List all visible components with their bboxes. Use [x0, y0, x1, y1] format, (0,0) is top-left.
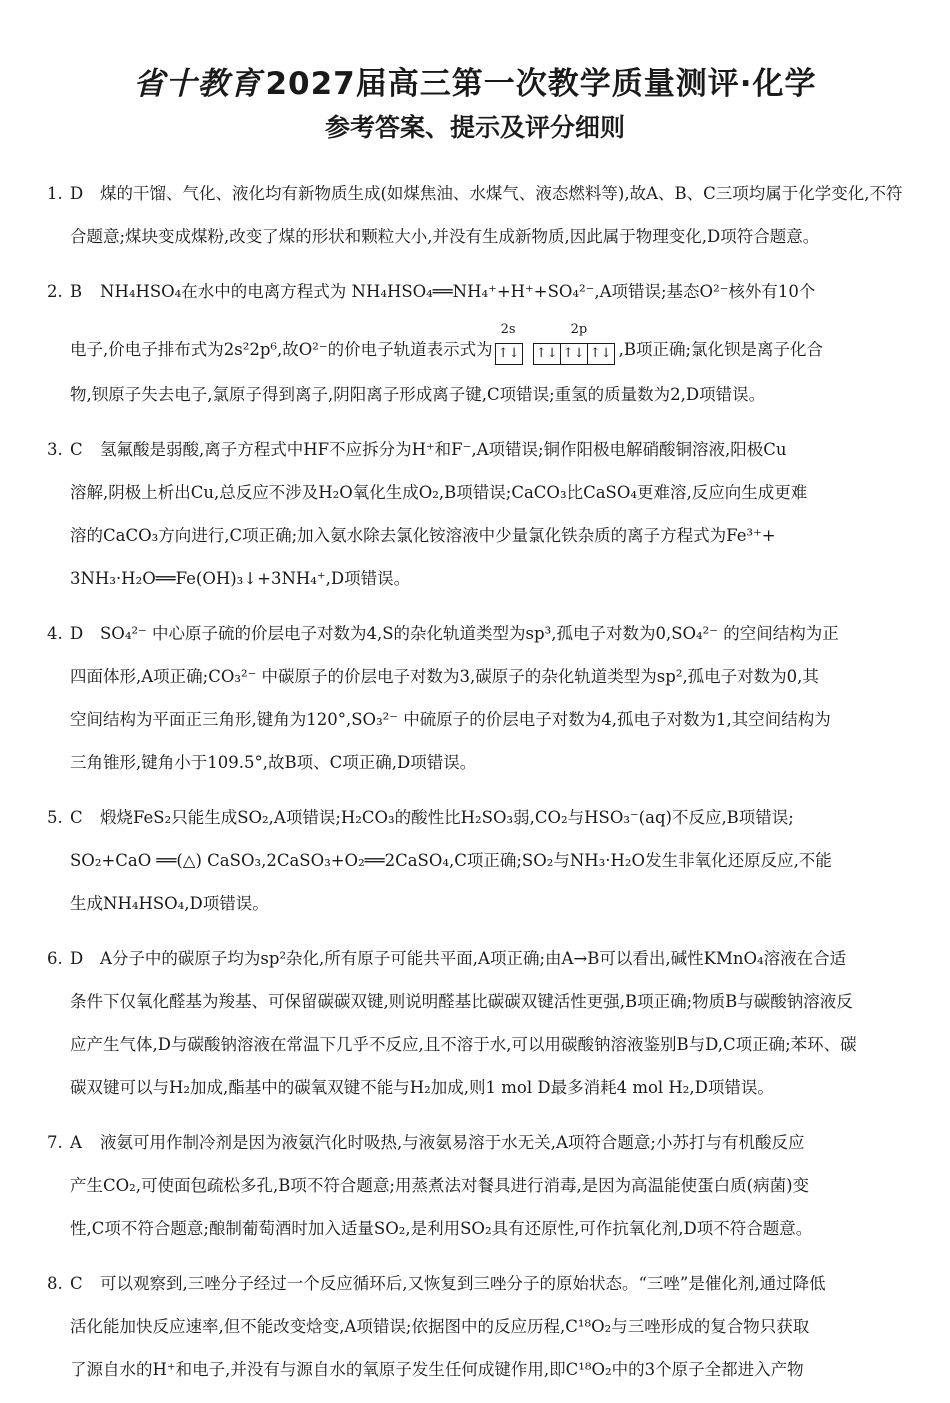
- item-number: 6.: [47, 949, 63, 968]
- item-text: 煅烧FeS₂只能生成SO₂,A项错误;H₂CO₃的酸性比H₂SO₃弱,CO₂与HSO₃⁻(aq)不反应,B项错误;: [100, 808, 794, 827]
- item-text: 煤的干馏、气化、液化均有新物质生成(如煤焦油、水煤气、液态燃料等),故A、B、C三项均属于化学变化,不符: [100, 184, 903, 203]
- item-text: 氢氟酸是弱酸,离子方程式中HF不应拆分为H⁺和F⁻,A项错误;铜作阳极电解硝酸铜溶液,阳极Cu: [100, 440, 787, 459]
- item-line: 物,钡原子失去电子,氯原子得到离子,阴阳离子形成离子键,C项错误;重氢的质量数为2,D项错误。: [70, 385, 766, 404]
- item-line: 应产生气体,D与碳酸钠溶液在常温下几乎不反应,且不溶于水,可以用碳酸钠溶液鉴别B与D,C项正确;苯环、碳: [70, 1035, 857, 1054]
- orbital-label-2p: 2p: [570, 321, 588, 337]
- title-text: 2027届高三第一次教学质量测评·化学: [265, 66, 817, 102]
- item-line: [0, 428, 950, 471]
- item-line: [0, 1262, 950, 1305]
- item-line: 条件下仅氧化醛基为羧基、可保留碳碳双键,则说明醛基比碳碳双键活性更强,B项正确;物质B与碳酸钠溶液反: [70, 992, 853, 1011]
- orbital-diagram: [495, 321, 617, 365]
- item-line: SO₂+CaO ══(△) CaSO₃,2CaSO₃+O₂══2CaSO₄,C项正确;SO₂与NH₃·H₂O发生非氧化还原反应,不能: [70, 851, 832, 870]
- item-answer: D: [70, 624, 84, 643]
- item-line: 产生CO₂,可使面包疏松多孔,B项不符合题意;用蒸煮法对餐具进行消毒,是因为高温能使蛋白质(病菌)变: [70, 1176, 810, 1195]
- item-line: 合题意;煤块变成煤粉,改变了煤的形状和颗粒大小,并没有生成新物质,因此属于物理变化,D项符合题意。: [70, 227, 820, 246]
- answer-item-4: [0, 612, 950, 784]
- item-line: 3NH₃·H₂O══Fe(OH)₃↓+3NH₄⁺,D项错误。: [70, 569, 411, 588]
- answer-list: [0, 172, 950, 1403]
- orbital-box-2p-3: ↑↓: [587, 343, 615, 365]
- item-line: 溶解,阴极上析出Cu,总反应不涉及H₂O氧化生成O₂,B项错误;CaCO₃比CaSO₄更难溶,反应向生成更难: [70, 483, 808, 502]
- item-number: 8.: [47, 1274, 63, 1293]
- item-line: 活化能加快反应速率,但不能改变焓变,A项错误;依据图中的反应历程,C¹⁸O₂与三唑形成的复合物只获取: [70, 1317, 810, 1336]
- item-answer: C: [70, 808, 83, 827]
- item-text: SO₄²⁻ 中心原子硫的价层电子对数为4,S的杂化轨道类型为sp³,孤电子对数为0,SO₄²⁻ 的空间结构为正: [100, 624, 839, 643]
- item-text: ,B项正确;氯化钡是离子化合: [618, 340, 824, 359]
- item-line: 三角锥形,键角小于109.5°,故B项、C项正确,D项错误。: [70, 753, 477, 772]
- item-number: 2.: [47, 282, 63, 301]
- item-line: [0, 612, 950, 655]
- item-line: 溶的CaCO₃方向进行,C项正确;加入氨水除去氯化铵溶液中少量氯化铁杂质的离子方程式为Fe³⁺+: [70, 526, 776, 545]
- answer-item-1: [0, 172, 950, 258]
- item-line: [0, 270, 950, 313]
- answer-item-8: [0, 1262, 950, 1391]
- item-line: 碳双键可以与H₂加成,酯基中的碳氧双键不能与H₂加成,则1 mol D最多消耗4 mol H₂,D项错误。: [70, 1078, 774, 1097]
- orbital-box-2s: ↑↓: [495, 343, 523, 365]
- item-line: [0, 937, 950, 980]
- item-line: [0, 172, 950, 215]
- item-answer: B: [70, 282, 83, 301]
- answer-item-5: [0, 796, 950, 925]
- item-number: 3.: [47, 440, 63, 459]
- answer-item-3: [0, 428, 950, 600]
- orbital-box-2p-1: ↑↓: [533, 343, 561, 365]
- brand-logo: 省十教育: [133, 66, 262, 102]
- item-text: 可以观察到,三唑分子经过一个反应循环后,又恢复到三唑分子的原始状态。“三唑”是催化剂,通过降低: [100, 1274, 826, 1293]
- item-answer: A: [70, 1133, 82, 1152]
- page-subtitle: 参考答案、提示及评分细则: [324, 113, 625, 142]
- item-number: 7.: [47, 1133, 63, 1152]
- answer-item-2: [0, 270, 950, 416]
- item-line: [0, 313, 950, 373]
- item-number: 5.: [47, 808, 63, 827]
- item-answer: D: [70, 949, 84, 968]
- item-number: 1.: [47, 184, 63, 203]
- item-number: 4.: [47, 624, 63, 643]
- item-answer: C: [70, 440, 83, 459]
- item-text: NH₄HSO₄在水中的电离方程式为 NH₄HSO₄══NH₄⁺+H⁺+SO₄²⁻,A项错误;基态O²⁻核外有10个: [100, 282, 816, 301]
- item-answer: D: [70, 184, 84, 203]
- item-line: 四面体形,A项正确;CO₃²⁻ 中碳原子的价层电子对数为3,碳原子的杂化轨道类型为sp²,孤电子对数为0,其: [70, 667, 819, 686]
- item-answer: C: [70, 1274, 83, 1293]
- answer-item-6: [0, 937, 950, 1109]
- item-text: 电子,价电子排布式为2s²2p⁶,故O²⁻的价电子轨道表示式为: [70, 340, 493, 359]
- orbital-label-2s: 2s: [500, 321, 516, 337]
- page-title: [0, 58, 950, 103]
- item-line: [0, 796, 950, 839]
- item-text: 液氨可用作制冷剂是因为液氨汽化时吸热,与液氨易溶于水无关,A项符合题意;小苏打与有机酸反应: [100, 1133, 805, 1152]
- answer-item-7: [0, 1121, 950, 1250]
- item-text: A分子中的碳原子均为sp²杂化,所有原子可能共平面,A项正确;由A→B可以看出,碱性KMnO₄溶液在合适: [100, 949, 847, 968]
- item-line: 生成NH₄HSO₄,D项错误。: [70, 894, 269, 913]
- item-line: 空间结构为平面正三角形,键角为120°,SO₃²⁻ 中硫原子的价层电子对数为4,孤电子对数为1,其空间结构为: [70, 710, 831, 729]
- item-line: [0, 1121, 950, 1164]
- item-line: 性,C项不符合题意;酿制葡萄酒时加入适量SO₂,是利用SO₂具有还原性,可作抗氧化剂,D项不符合题意。: [70, 1219, 813, 1238]
- orbital-box-2p-2: ↑↓: [560, 343, 588, 365]
- item-line: 了源自水的H⁺和电子,并没有与源自水的氧原子发生任何成键作用,即C¹⁸O₂中的3个原子全都进入产物: [70, 1360, 804, 1379]
